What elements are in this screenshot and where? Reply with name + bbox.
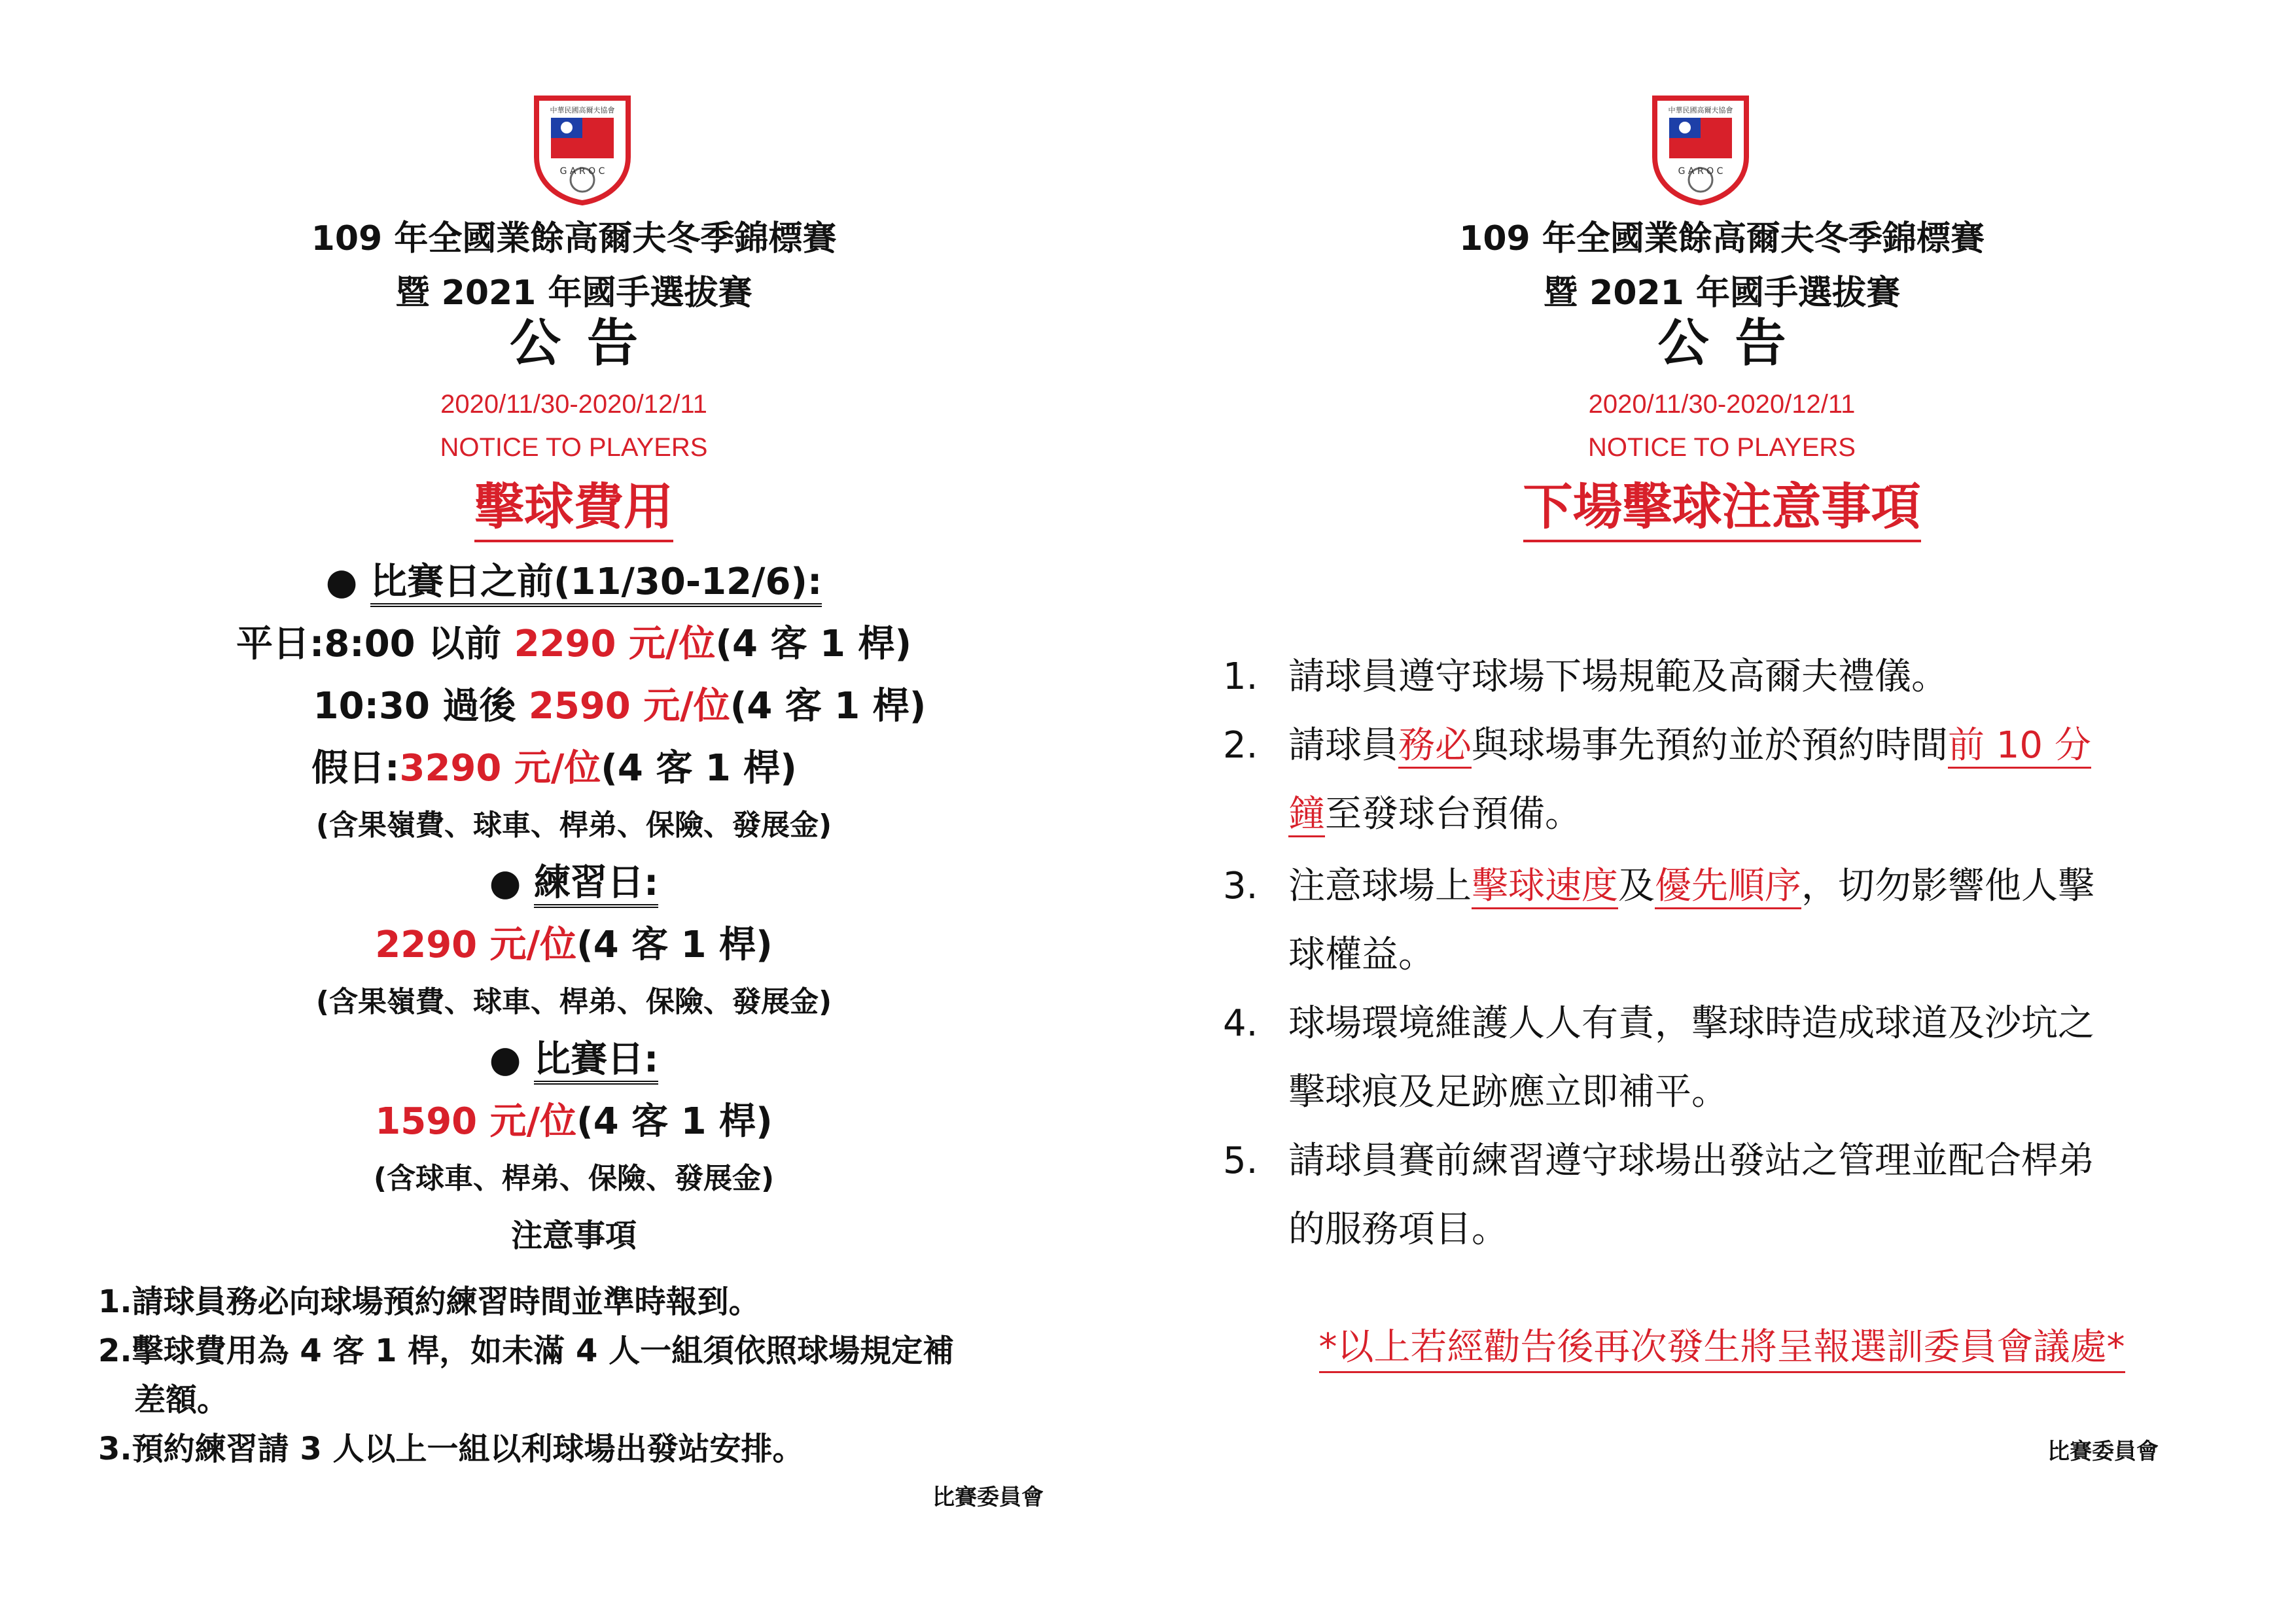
notes-heading: 注意事項 bbox=[510, 1217, 637, 1254]
list-item: 請球員遵守球場下場規範及高爾夫禮儀。 bbox=[1288, 655, 1948, 698]
list-item: 球場環境維護人人有責，擊球時造成球道及沙坑之 bbox=[1288, 1002, 2094, 1045]
practice-heading: ● 練習日: bbox=[0, 860, 1148, 906]
item-number: 4. bbox=[1223, 1002, 1258, 1045]
weekday-early-fee: 平日:8:00 以前 2290 元/位(4 客 1 桿) bbox=[236, 623, 912, 665]
svg-text:G A R O C: G A R O C bbox=[559, 166, 605, 177]
announcement-heading: 公告 bbox=[509, 314, 664, 373]
flag-icon bbox=[1669, 118, 1732, 158]
pre-match-heading: ● 比賽日之前(11/30-12/6): bbox=[0, 559, 1148, 605]
pre-match-includes: (含果嶺費、球車、桿弟、保險、發展金) bbox=[315, 809, 832, 842]
event-title-line2: 暨 2021 年國手選拔賽 bbox=[1544, 273, 1900, 313]
match-fee: 1590 元/位(4 客 1 桿) bbox=[375, 1100, 773, 1143]
announcement-heading: 公告 bbox=[1657, 314, 1812, 373]
rule-item: 3.預約練習請 3 人以上一組以利球場出發站安排。 bbox=[98, 1431, 804, 1467]
list-item-continuation: 鐘至發球台預備。 bbox=[1288, 792, 1581, 837]
svg-text:中華民國高爾夫協會: 中華民國高爾夫協會 bbox=[550, 106, 615, 114]
practice-fee: 2290 元/位(4 客 1 桿) bbox=[375, 924, 773, 966]
rule-item-continuation: 差額。 bbox=[134, 1382, 229, 1418]
svg-text:G A R O C: G A R O C bbox=[1678, 166, 1723, 177]
right-notice-panel bbox=[1148, 0, 2296, 1623]
committee-signature: 比賽委員會 bbox=[932, 1484, 1044, 1510]
section-title: 擊球費用 bbox=[0, 478, 1148, 536]
list-item-continuation: 球權益。 bbox=[1288, 934, 1435, 976]
notice-to-players: NOTICE TO PLAYERS bbox=[1587, 433, 1856, 462]
notice-to-players: NOTICE TO PLAYERS bbox=[440, 433, 708, 462]
weekday-late-fee: 10:30 過後 2590 元/位(4 客 1 桿) bbox=[313, 685, 927, 727]
practice-includes: (含果嶺費、球車、桿弟、保險、發展金) bbox=[315, 985, 832, 1019]
list-item: 請球員務必與球場事先預約並於預約時間前 10 分 bbox=[1288, 723, 2091, 769]
list-item-continuation: 擊球痕及足跡應立即補平。 bbox=[1288, 1071, 1728, 1113]
item-number: 5. bbox=[1223, 1140, 1258, 1182]
section-title: 下場擊球注意事項 bbox=[1148, 478, 2296, 536]
event-title-line2: 暨 2021 年國手選拔賽 bbox=[395, 273, 752, 313]
garoc-logo bbox=[530, 92, 635, 206]
item-number: 1. bbox=[1223, 655, 1258, 698]
garoc-logo bbox=[1648, 92, 1753, 206]
date-range: 2020/11/30-2020/12/11 bbox=[1588, 390, 1856, 419]
event-title-line1: 109 年全國業餘高爾夫冬季錦標賽 bbox=[311, 219, 837, 258]
rule-item: 2.擊球費用為 4 客 1 桿，如未滿 4 人一組須依照球場規定補 bbox=[98, 1333, 955, 1369]
committee-signature: 比賽委員會 bbox=[2047, 1439, 2159, 1465]
match-includes: (含球車、桿弟、保險、發展金) bbox=[373, 1162, 775, 1195]
item-number: 3. bbox=[1223, 865, 1258, 907]
match-heading: ● 比賽日: bbox=[0, 1037, 1148, 1083]
holiday-fee: 假日:3290 元/位(4 客 1 桿) bbox=[311, 747, 797, 790]
list-item: 注意球場上擊球速度及優先順序，切勿影響他人擊 bbox=[1288, 864, 2094, 909]
svg-text:中華民國高爾夫協會: 中華民國高爾夫協會 bbox=[1668, 106, 1733, 114]
item-number: 2. bbox=[1223, 724, 1258, 767]
list-item: 請球員賽前練習遵守球場出發站之管理並配合桿弟 bbox=[1288, 1140, 2094, 1182]
flag-icon bbox=[551, 118, 614, 158]
list-item-continuation: 的服務項目。 bbox=[1288, 1208, 1508, 1251]
date-range: 2020/11/30-2020/12/11 bbox=[440, 390, 707, 419]
warning-notice: *以上若經勸告後再次發生將呈報選訓委員會議處* bbox=[1148, 1325, 2296, 1370]
rule-item: 1.請球員務必向球場預約練習時間並準時報到。 bbox=[98, 1283, 760, 1320]
event-title-line1: 109 年全國業餘高爾夫冬季錦標賽 bbox=[1459, 219, 1985, 258]
